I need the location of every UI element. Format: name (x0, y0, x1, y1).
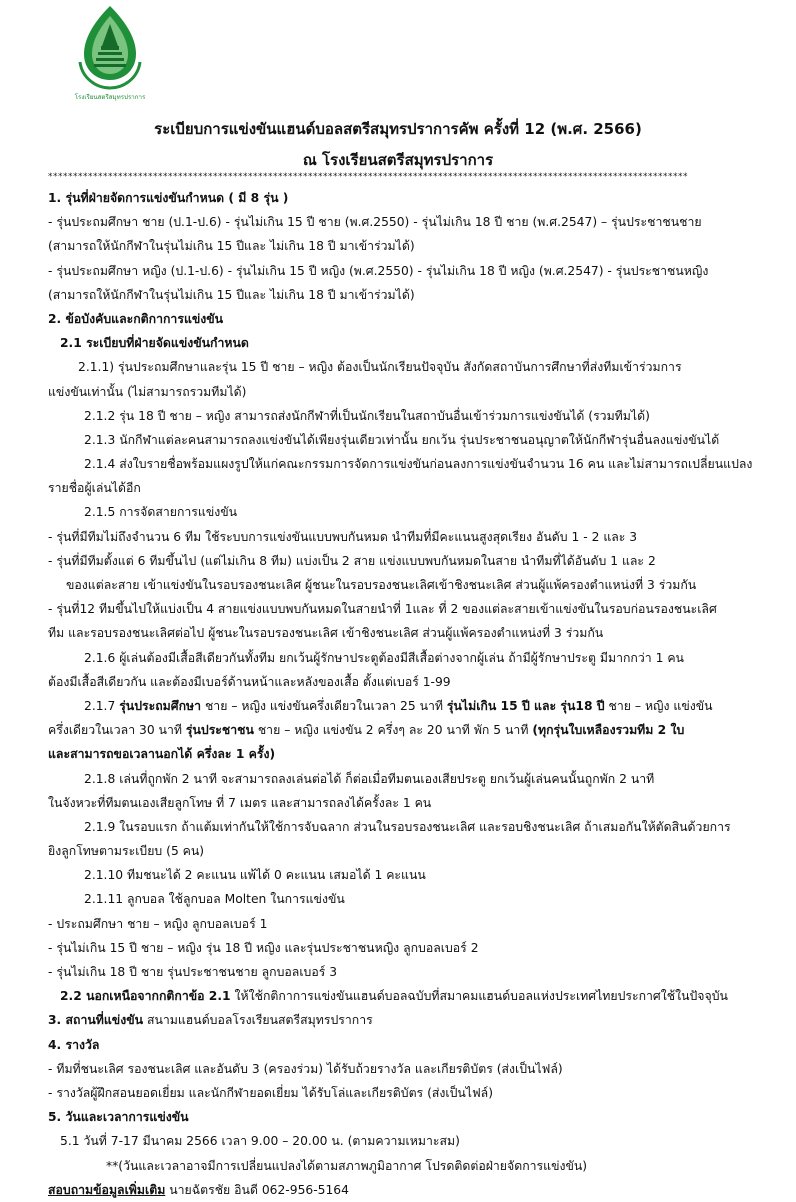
rule-2-1-7-cont (48, 718, 763, 742)
rule-2-1-4-cont: รายชื่อผู้เล่นได้อีก (48, 481, 141, 496)
section-2-1-heading: 2.1 ระเบียบที่ฝ่ายจัดแข่งขันกำหนด (60, 336, 249, 351)
section-1-line: - รุ่นประถมศึกษา หญิง (ป.1-ป.6) - รุ่นไม่เกิน 15 ปี หญิง (พ.ศ.2550) - รุ่นไม่เกิน 18 ปี หญิง (พ.ศ.2547) - รุ่นประชาชนหญิง (48, 263, 709, 278)
award-line: - รางวัลผู้ฝึกสอนยอดเยี่ยม และนักกีฬายอดเยี่ยม ได้รับโล่และเกียรติบัตร (ส่งเป็นไฟล์) (48, 1085, 494, 1100)
rule-2-2-text: ให้ใช้กติกาการแข่งขันแฮนด์บอลฉบับที่สมาคมแฮนด์บอลแห่งประเทศไทยประกาศใช้ในปัจจุบัน (230, 989, 728, 1004)
award-line: - ทีมที่ชนะเลิศ รองชนะเลิศ และอันดับ 3 (ครองร่วม) ได้รับถ้วยรางวัล และเกียรติบัตร (ส่งเป็นไฟล์) (48, 1061, 563, 1076)
section-1-line: (สามารถให้นักกีฬาในรุ่นไม่เกิน 15 ปีและ ไม่เกิน 18 ปี มาเข้าร่วมได้) (48, 239, 415, 254)
rule-text: ชาย – หญิง แข่งขันครึ่งเดียวในเวลา 25 นาที (201, 698, 447, 713)
page-subtitle: ณ โรงเรียนสตรีสมุทรปราการ (302, 151, 494, 169)
rule-2-2-label: 2.2 นอกเหนือจากกติกาข้อ 2.1 (60, 989, 231, 1004)
section-1-heading: 1. รุ่นที่ฝ่ายจัดการแข่งขันกำหนด ( มี 8 รุ่น ) (48, 191, 289, 205)
schedule-line: 5.1 วันที่ 7-17 มีนาคม 2566 เวลา 9.00 – 20.00 น. (ตามความเหมาะสม) (60, 1134, 460, 1149)
section-1-line: (สามารถให้นักกีฬาในรุ่นไม่เกิน 15 ปีและ ไม่เกิน 18 ปี มาเข้าร่วมได้) (48, 287, 415, 302)
rule-text: ชาย – หญิง แข่งขัน 2 ครึ่งๆ ละ 20 นาที พัก 5 นาที (253, 723, 533, 738)
rule-2-1-3: 2.1.3 นักกีฬาแต่ละคนสามารถลงแข่งขันได้เพียงรุ่นเดียวเท่านั้น ยกเว้น รุ่นประชาชนอนุญาตให้นักกีฬารุ่นอื่นลงแข่งขันได้ (84, 432, 720, 447)
section-2-heading: 2. ข้อบังคับและกติกาการแข่งขัน (48, 311, 224, 326)
format-line: ทีม และรอบรองชนะเลิศต่อไป ผู้ชนะในรอบรองชนะเลิศ เข้าชิงชนะเลิศ ส่วนผู้แพ้ครองตำแหน่งที่ 3 ร่วมกัน (48, 626, 604, 641)
division-primary: รุ่นประถมศึกษา (119, 698, 202, 713)
format-line: - รุ่นที่12 ทีมขึ้นไปให้แบ่งเป็น 4 สายแข่งแบบพบกันหมดในสายนำที่ 1และ ที่ 2 ของแต่ละสายเข้าแข่งขันในรอบก่อนรองชนะเลิศ (48, 602, 717, 617)
section-5-heading: 5. วันและเวลาการแข่งขัน (48, 1110, 189, 1125)
section-3 (48, 1008, 763, 1032)
rule-2-2 (48, 984, 763, 1008)
school-logo (70, 2, 150, 104)
document-body (48, 186, 763, 1202)
division-15-18: รุ่นไม่เกิน 15 ปี และ รุ่น18 ปี (446, 698, 605, 713)
rule-2-1-6-cont: ต้องมีเสื้อสีเดียวกัน และต้องมีเบอร์ด้านหน้าและหลังของเสื้อ ตั้งแต่เบอร์ 1-99 (48, 674, 451, 689)
rule-2-1-1: 2.1.1) รุ่นประถมศึกษาและรุ่น 15 ปี ชาย – หญิง ต้องเป็นนักเรียนปัจจุบัน สังกัดสถาบันการศึกษาที่ส่งทีมเข้าร่วมการ (78, 360, 682, 375)
rule-2-1-4: 2.1.4 ส่งใบรายชื่อพร้อมแผงรูปให้แก่คณะกรรมการจัดการแข่งขันก่อนลงการแข่งขันจำนวน 16 คน และไม่สามารถเปลี่ยนแปลง (84, 457, 753, 472)
contact-text: นายฉัตรชัย อินดี 062-956-5164 (165, 1182, 349, 1197)
ball-line: - ประถมศึกษา ชาย – หญิง ลูกบอลเบอร์ 1 (48, 916, 268, 931)
rule-2-1-9: 2.1.9 ในรอบแรก ถ้าแต้มเท่ากันให้ใช้การจับฉลาก ส่วนในรอบรองชนะเลิศ และรอบชิงชนะเลิศ ถ้าเสมอกันให้ตัดสินด้วยการ (84, 819, 731, 834)
rule-text: ครึ่งเดียวในเวลา 30 นาที (48, 723, 186, 738)
page-title: ระเบียบการแข่งขันแฮนด์บอลสตรีสมุทรปราการคัพ ครั้งที่ 12 (พ.ศ. 2566) (154, 120, 642, 138)
rule-2-1-8-cont: ในจังหวะที่ทีมตนเองเสียลูกโทษ ที่ 7 เมตร และสามารถลงได้ครั้งละ 1 คน (48, 795, 432, 810)
rule-text: ชาย – หญิง แข่งขัน (604, 698, 713, 713)
rule-2-1-2: 2.1.2 รุ่น 18 ปี ชาย – หญิง สามารถส่งนักกีฬาที่เป็นนักเรียนในสถาบันอื่นเข้าร่วมการแข่งขันได้ (รวมทีมได้) (84, 408, 650, 423)
timeout-note: และสามารถขอเวลานอกได้ ครึ่งละ 1 ครั้ง) (48, 747, 276, 762)
yellow-card-note: (ทุกรุ่นใบเหลืองรวมทีม 2 ใบ (532, 723, 685, 738)
rule-2-1-5: 2.1.5 การจัดสายการแข่งขัน (84, 505, 238, 520)
rule-2-1-11: 2.1.11 ลูกบอล ใช้ลูกบอล Molten ในการแข่งขัน (84, 892, 345, 907)
logo-emblem-icon (80, 6, 140, 88)
rule-2-1-8: 2.1.8 เล่นที่ถูกพัก 2 นาที จะสามารถลงเล่นต่อได้ ก็ต่อเมื่อทีมตนเองเสียประตู ยกเว้นผู้เล่นคนนั้นถูกพัก 2 นาที (84, 771, 655, 786)
rule-2-1-1-cont: แข่งขันเท่านั้น (ไม่สามารถรวมทีมได้) (48, 384, 247, 399)
ball-line: - รุ่นไม่เกิน 15 ปี ชาย – หญิง รุ่น 18 ปี หญิง และรุ่นประชาชนหญิง ลูกบอลเบอร์ 2 (48, 940, 479, 955)
ball-line: - รุ่นไม่เกิน 18 ปี ชาย รุ่นประชาชนชาย ลูกบอลเบอร์ 3 (48, 965, 338, 979)
venue-text: สนามแฮนด์บอลโรงเรียนสตรีสมุทรปราการ (143, 1013, 373, 1028)
contact-label: สอบถามข้อมูลเพิ่มเติม (48, 1182, 166, 1197)
rule-2-1-7 (48, 694, 763, 718)
section-4-heading: 4. รางวัล (48, 1037, 100, 1052)
format-line: ของแต่ละสาย เข้าแข่งขันในรอบรองชนะเลิศ ผู้ชนะในรอบรองชนะเลิศเข้าชิงชนะเลิศ ส่วนผู้แพ้ครองตำแหน่งที่ 3 ร่วมกัน (66, 578, 697, 592)
division-public: รุ่นประชาชน (185, 723, 254, 738)
schedule-note: **(วันและเวลาอาจมีการเปลี่ยนแปลงได้ตามสภาพภูมิอากาศ โปรดติดต่อฝ่ายจัดการแข่งขัน) (106, 1158, 588, 1173)
format-line: - รุ่นที่มีทีมไม่ถึงจำนวน 6 ทีม ใช้ระบบการแข่งขันแบบพบกันหมด นำทีมที่มีคะแนนสูงสุดเรียง อันดับ 1 - 2 และ 3 (48, 529, 638, 544)
logo-caption: โรงเรียนสตรีสมุทรปราการ (74, 94, 146, 101)
rule-number: 2.1.7 (84, 698, 120, 713)
asterisk-divider: ******************************************************************************************************************************** (48, 172, 688, 182)
rule-2-1-6: 2.1.6 ผู้เล่นต้องมีเสื้อสีเดียวกันทั้งทีม ยกเว้นผู้รักษาประตูต้องมีสีเสื้อต่างจากผู้เล่น ถ้ามีผู้รักษาประตู มีมากกว่า 1 คน (84, 650, 684, 665)
rule-2-1-10: 2.1.10 ทีมชนะได้ 2 คะแนน แพ้ได้ 0 คะแนน เสมอได้ 1 คะแนน (84, 868, 426, 883)
section-3-heading: 3. สถานที่แข่งขัน (48, 1013, 144, 1028)
section-1-line: - รุ่นประถมศึกษา ชาย (ป.1-ป.6) - รุ่นไม่เกิน 15 ปี ชาย (พ.ศ.2550) - รุ่นไม่เกิน 18 ปี ชาย (พ.ศ.2547) – รุ่นประชาชนชาย (48, 215, 702, 230)
contact-line (48, 1178, 763, 1202)
format-line: - รุ่นที่มีทีมตั้งแต่ 6 ทีมขึ้นไป (แต่ไม่เกิน 8 ทีม) แบ่งเป็น 2 สาย แข่งแบบพบกันหมดในสาย นำทีมที่ได้อันดับ 1 และ 2 (48, 553, 656, 568)
rule-2-1-9-cont: ยิงลูกโทษตามระเบียบ (5 คน) (48, 844, 205, 859)
